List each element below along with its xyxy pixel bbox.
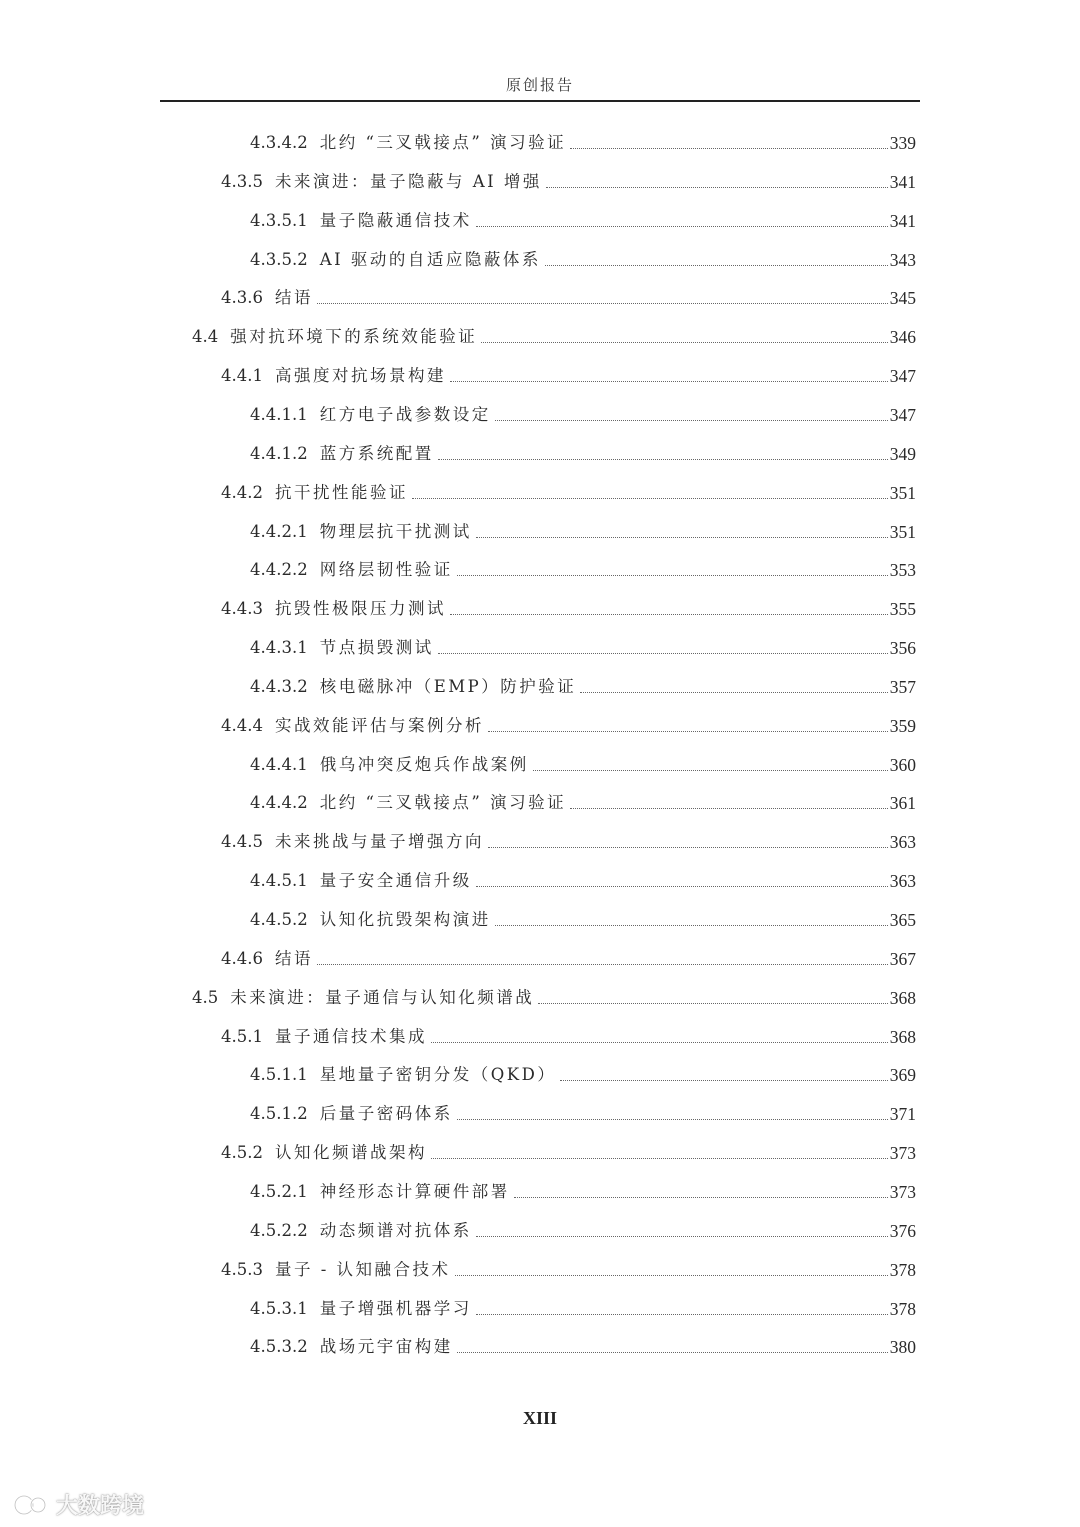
- toc-entry[interactable]: [250, 752, 916, 776]
- toc-entry-number: 4.3.4.2: [250, 133, 308, 152]
- toc-entry-page: 378: [889, 1299, 916, 1319]
- toc-entry-number: 4.4.2.2: [250, 560, 308, 579]
- toc-dot-leader: [412, 498, 888, 499]
- toc-entry[interactable]: [250, 1062, 916, 1086]
- toc-entry[interactable]: [250, 402, 916, 426]
- toc-entry[interactable]: [221, 363, 916, 387]
- toc-entry[interactable]: [250, 1101, 916, 1125]
- toc-entry-number: 4.4.4: [221, 716, 263, 735]
- toc-entry-number: 4.5: [192, 988, 219, 1007]
- toc-entry[interactable]: [221, 169, 916, 193]
- toc-entry-page: 363: [889, 871, 916, 891]
- toc-dot-leader: [545, 265, 888, 266]
- toc-dot-leader: [457, 1352, 888, 1353]
- toc-entry-number: 4.5.3.2: [250, 1337, 308, 1356]
- toc-entry-title: 俄乌冲突反炮兵作战案例: [319, 755, 529, 774]
- toc-entry-title: 北约 “三叉戟接点” 演习验证: [319, 793, 567, 812]
- toc-entry-title: 量子隐蔽通信技术: [319, 211, 472, 230]
- toc-dot-leader: [538, 1003, 888, 1004]
- toc-dot-leader: [546, 187, 888, 188]
- toc-entry-number: 4.4.3.2: [250, 677, 308, 696]
- toc-entry-number: 4.3.6: [221, 288, 263, 307]
- toc-dot-leader: [438, 459, 888, 460]
- toc-entry-title: 未来演进：量子隐蔽与 AI 增强: [274, 172, 542, 191]
- toc-entry-title: 未来演进：量子通信与认知化频谱战: [230, 988, 535, 1007]
- page-number: XIII: [522, 1408, 557, 1428]
- toc-entry-page: 363: [889, 832, 916, 852]
- toc-entry-page: 347: [889, 366, 916, 386]
- toc-entry-number: 4.4.2.1: [250, 522, 308, 541]
- toc-dot-leader: [476, 1236, 888, 1237]
- toc-entry-page: 359: [889, 716, 916, 736]
- toc-entry-title: 认知化频谱战架构: [274, 1143, 427, 1162]
- toc-entry-page: 355: [889, 599, 916, 619]
- toc-entry-title: 抗毁性极限压力测试: [274, 599, 446, 618]
- toc-entry-page: 361: [889, 793, 916, 813]
- toc-entry-number: 4.4.1.1: [250, 405, 308, 424]
- toc-entry[interactable]: [250, 1218, 916, 1242]
- toc-entry[interactable]: [250, 208, 916, 232]
- toc-entry[interactable]: [250, 130, 916, 154]
- toc-dot-leader: [488, 847, 888, 848]
- page-header: 原创报告: [505, 76, 574, 94]
- toc-dot-leader: [438, 653, 888, 654]
- toc-entry[interactable]: [250, 868, 916, 892]
- toc-entry-page: 373: [889, 1182, 916, 1202]
- toc-entry-title: 核电磁脉冲（EMP）防护验证: [319, 677, 577, 696]
- toc-entry-number: 4.5.3: [221, 1260, 263, 1279]
- toc-dot-leader: [570, 808, 888, 809]
- toc-entry-page: 369: [889, 1065, 916, 1085]
- toc-dot-leader: [476, 537, 888, 538]
- toc-entry-title: 神经形态计算硬件部署: [319, 1182, 510, 1201]
- toc-entry-number: 4.3.5.1: [250, 211, 308, 230]
- toc-entry-title: 物理层抗干扰测试: [319, 522, 472, 541]
- toc-entry-title: 动态频谱对抗体系: [319, 1221, 472, 1240]
- toc-entry[interactable]: [221, 285, 916, 309]
- toc-entry-title: 蓝方系统配置: [319, 444, 434, 463]
- toc-entry-page: 367: [889, 949, 916, 969]
- toc-entry-page: 376: [889, 1221, 916, 1241]
- toc-entry[interactable]: [250, 635, 916, 659]
- toc-entry[interactable]: [221, 829, 916, 853]
- toc-entry-title: 实战效能评估与案例分析: [274, 716, 484, 735]
- toc-entry-number: 4.4.1.2: [250, 444, 308, 463]
- toc-entry-title: 战场元宇宙构建: [319, 1337, 453, 1356]
- toc-dot-leader: [481, 342, 888, 343]
- toc-entry[interactable]: [221, 480, 916, 504]
- toc-entry-page: 341: [889, 172, 916, 192]
- toc-entry-page: 371: [889, 1104, 916, 1124]
- toc-dot-leader: [455, 1275, 888, 1276]
- toc-entry-page: 346: [889, 327, 916, 347]
- toc-entry-number: 4.5.1.2: [250, 1104, 308, 1123]
- toc-entry-number: 4.5.1.1: [250, 1065, 308, 1084]
- toc-entry[interactable]: [192, 985, 916, 1009]
- toc-entry-number: 4.4.5.2: [250, 910, 308, 929]
- toc-dot-leader: [570, 148, 888, 149]
- toc-entry-page: 345: [889, 288, 916, 308]
- toc-dot-leader: [457, 1119, 888, 1120]
- toc-entry[interactable]: [221, 713, 916, 737]
- toc-entry-title: 抗干扰性能验证: [274, 483, 408, 502]
- toc-dot-leader: [450, 381, 888, 382]
- watermark-text: 大数跨境: [56, 1494, 145, 1519]
- toc-entry-title: 结语: [274, 949, 313, 968]
- toc-dot-leader: [431, 1042, 888, 1043]
- toc-entry-number: 4.3.5: [221, 172, 263, 191]
- toc-entry-page: 339: [889, 133, 916, 153]
- toc-dot-leader: [580, 692, 887, 693]
- toc-entry-page: 343: [889, 250, 916, 270]
- toc-entry[interactable]: [250, 519, 916, 543]
- toc-entry-number: 4.5.2: [221, 1143, 263, 1162]
- toc-entry-page: 378: [889, 1260, 916, 1280]
- toc-entry-number: 4.3.5.2: [250, 250, 308, 269]
- toc-entry-title: 强对抗环境下的系统效能验证: [230, 327, 478, 346]
- toc-entry-title: 星地量子密钥分发（QKD）: [319, 1065, 557, 1084]
- toc-entry[interactable]: [250, 674, 916, 698]
- toc-entry-number: 4.4.3: [221, 599, 263, 618]
- toc-entry-title: 结语: [274, 288, 313, 307]
- toc-entry[interactable]: [221, 1257, 916, 1281]
- toc-entry-page: 347: [889, 405, 916, 425]
- toc-entry-number: 4.4.3.1: [250, 638, 308, 657]
- toc-entry-page: 353: [889, 560, 916, 580]
- toc-dot-leader: [450, 614, 888, 615]
- toc-entry-title: 量子通信技术集成: [274, 1027, 427, 1046]
- toc-entry-page: 351: [889, 522, 916, 542]
- toc-entry[interactable]: [221, 1140, 916, 1164]
- toc-dot-leader: [476, 1314, 888, 1315]
- toc-entry-title: 节点损毁测试: [319, 638, 434, 657]
- toc-entry[interactable]: [250, 907, 916, 931]
- toc-entry-number: 4.4.4.2: [250, 793, 308, 812]
- toc-entry[interactable]: [250, 1334, 916, 1358]
- toc-entry-page: 349: [889, 444, 916, 464]
- toc-entry-page: 373: [889, 1143, 916, 1163]
- toc-entry-title: 红方电子战参数设定: [319, 405, 491, 424]
- toc-dot-leader: [317, 303, 888, 304]
- toc-entry[interactable]: [221, 1024, 916, 1048]
- toc-entry-title: 后量子密码体系: [319, 1104, 453, 1123]
- toc-entry[interactable]: [221, 946, 916, 970]
- toc-dot-leader: [476, 886, 888, 887]
- toc-dot-leader: [495, 420, 888, 421]
- toc-entry-number: 4.5.3.1: [250, 1299, 308, 1318]
- toc-dot-leader: [560, 1080, 887, 1081]
- toc-entry-title: 量子安全通信升级: [319, 871, 472, 890]
- toc-entry-number: 4.5.1: [221, 1027, 263, 1046]
- toc-entry-page: 341: [889, 211, 916, 231]
- toc-entry[interactable]: [250, 247, 916, 271]
- toc-entry-page: 360: [889, 755, 916, 775]
- toc-entry-number: 4.4.1: [221, 366, 263, 385]
- toc-entry-title: 认知化抗毁架构演进: [319, 910, 491, 929]
- toc-entry-title: 未来挑战与量子增强方向: [274, 832, 484, 851]
- toc-entry-page: 356: [889, 638, 916, 658]
- toc-entry-number: 4.4.2: [221, 483, 263, 502]
- toc-entry-number: 4.4: [192, 327, 219, 346]
- toc-entry[interactable]: [250, 441, 916, 465]
- toc-entry-page: 357: [889, 677, 916, 697]
- toc-entry-title: 北约 “三叉戟接点” 演习验证: [319, 133, 567, 152]
- toc-entry-title: 高强度对抗场景构建: [274, 366, 446, 385]
- toc-entry-number: 4.5.2.2: [250, 1221, 308, 1240]
- toc-dot-leader: [488, 731, 888, 732]
- toc-entry-number: 4.4.4.1: [250, 755, 308, 774]
- toc-entry-page: 351: [889, 483, 916, 503]
- toc-dot-leader: [514, 1197, 888, 1198]
- toc-entry-title: 网络层韧性验证: [319, 560, 453, 579]
- toc-entry-number: 4.4.5: [221, 832, 263, 851]
- toc-dot-leader: [431, 1158, 888, 1159]
- toc-dot-leader: [495, 925, 888, 926]
- toc-entry-number: 4.4.5.1: [250, 871, 308, 890]
- toc-dot-leader: [533, 770, 888, 771]
- toc-entry-title: 量子 - 认知融合技术: [274, 1260, 451, 1279]
- toc-entry[interactable]: [250, 557, 916, 581]
- toc-entry[interactable]: [192, 324, 916, 348]
- toc-entry-number: 4.5.2.1: [250, 1182, 308, 1201]
- watermark: [12, 1489, 144, 1520]
- toc-entry-page: 380: [889, 1337, 916, 1357]
- toc-entry[interactable]: [250, 1179, 916, 1203]
- toc-entry[interactable]: [250, 1296, 916, 1320]
- toc-entry-title: 量子增强机器学习: [319, 1299, 472, 1318]
- toc-entry-number: 4.4.6: [221, 949, 263, 968]
- toc-entry[interactable]: [250, 790, 916, 814]
- toc-dot-leader: [317, 964, 888, 965]
- toc-entry-title: AI 驱动的自适应隐蔽体系: [319, 250, 541, 269]
- toc-entry-page: 368: [889, 1027, 916, 1047]
- toc-entry-page: 365: [889, 910, 916, 930]
- toc-entry[interactable]: [221, 596, 916, 620]
- watermark-logo-icon: [12, 1491, 52, 1519]
- toc-dot-leader: [457, 575, 888, 576]
- toc-entry-page: 368: [889, 988, 916, 1008]
- toc-dot-leader: [476, 226, 888, 227]
